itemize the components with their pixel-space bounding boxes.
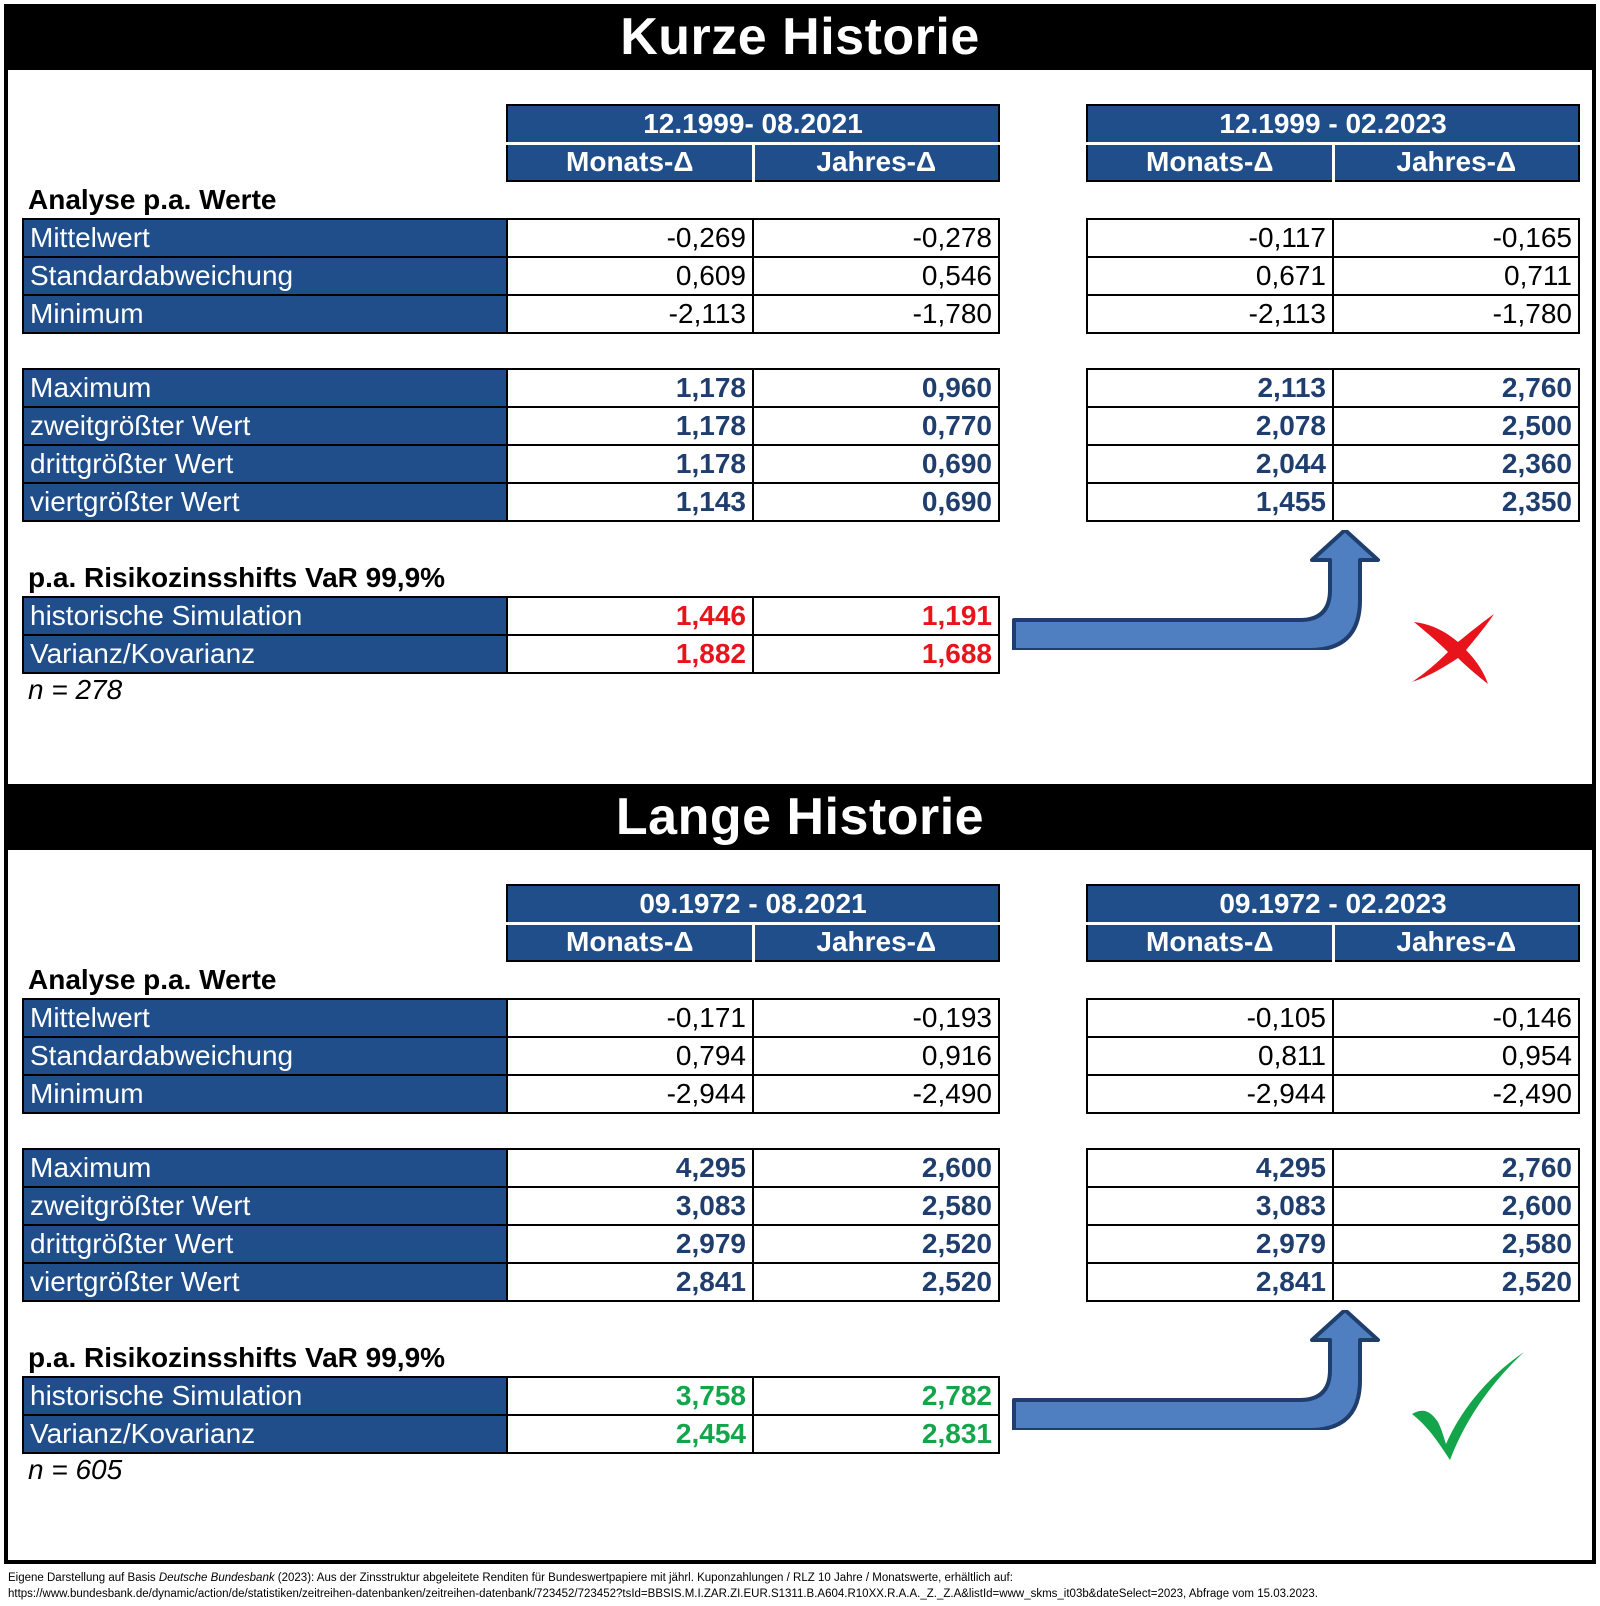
cross-icon xyxy=(1408,610,1496,686)
label-third: drittgrößter Wert xyxy=(23,1225,507,1263)
var-values xyxy=(506,596,1000,674)
section-title-lange-historie: Lange Historie xyxy=(4,784,1596,850)
label-standardabweichung: Standardabweichung xyxy=(23,257,507,295)
max-left-values xyxy=(506,368,1000,522)
value-cell: 0,811 xyxy=(1087,1037,1333,1075)
left-period-header xyxy=(506,884,1000,962)
max-right-values xyxy=(1086,368,1580,522)
footer-line-1 xyxy=(8,1570,1598,1586)
label-variance-covariance: Varianz/Kovarianz xyxy=(23,635,507,673)
right-period-title: 12.1999 - 02.2023 xyxy=(1087,105,1579,143)
bent-arrow-icon xyxy=(1010,530,1390,650)
label-minimum: Minimum xyxy=(23,295,507,333)
footer-prefix: Eigene Darstellung auf Basis xyxy=(8,1572,159,1584)
label-standardabweichung: Standardabweichung xyxy=(23,1037,507,1075)
footer-suffix: (2023): Aus der Zinsstruktur abgeleitete Renditen für Bundeswertpapiere mit jährl. Kuponzahlungen / RLZ 10 Jahre / Monatswerte, erhältlich auf: xyxy=(274,1572,1013,1584)
section-title-kurze-historie: Kurze Historie xyxy=(4,4,1596,70)
label-historical-simulation: historische Simulation xyxy=(23,597,507,635)
stats-labels xyxy=(22,998,508,1114)
max-labels xyxy=(22,368,508,522)
value-cell: 2,454 xyxy=(507,1415,753,1453)
value-cell: -2,490 xyxy=(753,1075,999,1113)
value-cell: 1,688 xyxy=(753,635,999,673)
var-heading: p.a. Risikozinsshifts VaR 99,9% xyxy=(28,1342,446,1373)
stats-left-values xyxy=(506,998,1000,1114)
value-cell: 0,546 xyxy=(753,257,999,295)
value-cell: 0,711 xyxy=(1333,257,1579,295)
value-cell: 1,178 xyxy=(507,407,753,445)
value-cell: 4,295 xyxy=(507,1149,753,1187)
var-labels xyxy=(22,596,508,674)
value-cell: 0,690 xyxy=(753,445,999,483)
value-cell: 2,500 xyxy=(1333,407,1579,445)
value-cell: 3,083 xyxy=(1087,1187,1333,1225)
value-cell: 0,960 xyxy=(753,369,999,407)
value-cell: -0,117 xyxy=(1087,219,1333,257)
value-cell: -0,278 xyxy=(753,219,999,257)
value-cell: 2,782 xyxy=(753,1377,999,1415)
col-monthly: Monats-Δ xyxy=(1087,143,1333,181)
value-cell: 2,600 xyxy=(753,1149,999,1187)
value-cell: 2,044 xyxy=(1087,445,1333,483)
value-cell: 2,831 xyxy=(753,1415,999,1453)
value-cell: 1,191 xyxy=(753,597,999,635)
value-cell: 2,360 xyxy=(1333,445,1579,483)
value-cell: -1,780 xyxy=(753,295,999,333)
stats-right-values xyxy=(1086,998,1580,1114)
value-cell: 1,178 xyxy=(507,369,753,407)
value-cell: 0,954 xyxy=(1333,1037,1579,1075)
value-cell: 3,083 xyxy=(507,1187,753,1225)
label-maximum: Maximum xyxy=(23,1149,507,1187)
value-cell: 0,609 xyxy=(507,257,753,295)
var-heading: p.a. Risikozinsshifts VaR 99,9% xyxy=(28,562,446,593)
footer-line-2: https://www.bundesbank.de/dynamic/action/de/statistiken/zeitreihen-datenbanken/zeitreihen-datenbank/723452/723452?tsId=BBSIS.M.I.ZAR.ZI.EUR.S1311.B.A604.R10XX.R.A.A._Z._Z.A&listId=www_skms_it03b&dateSelect=2023, Abfrage vom 15.03.2023. xyxy=(8,1588,1318,1600)
var-values xyxy=(506,1376,1000,1454)
stats-left-values xyxy=(506,218,1000,334)
value-cell: 2,520 xyxy=(753,1225,999,1263)
value-cell: 2,760 xyxy=(1333,369,1579,407)
label-third: drittgrößter Wert xyxy=(23,445,507,483)
bent-arrow-icon xyxy=(1010,1310,1390,1430)
label-mittelwert: Mittelwert xyxy=(23,999,507,1037)
value-cell: -0,193 xyxy=(753,999,999,1037)
value-cell: 1,446 xyxy=(507,597,753,635)
value-cell: 4,295 xyxy=(1087,1149,1333,1187)
source-footer xyxy=(8,1570,1598,1602)
value-cell: 2,760 xyxy=(1333,1149,1579,1187)
check-icon xyxy=(1408,1352,1528,1462)
value-cell: 2,580 xyxy=(1333,1225,1579,1263)
value-cell: 2,979 xyxy=(507,1225,753,1263)
value-cell: 2,113 xyxy=(1087,369,1333,407)
value-cell: 1,178 xyxy=(507,445,753,483)
stats-right-values xyxy=(1086,218,1580,334)
stats-labels xyxy=(22,218,508,334)
var-labels xyxy=(22,1376,508,1454)
col-monthly: Monats-Δ xyxy=(507,923,753,961)
value-cell: 2,580 xyxy=(753,1187,999,1225)
max-left-values xyxy=(506,1148,1000,1302)
left-period-title: 12.1999- 08.2021 xyxy=(507,105,999,143)
value-cell: 0,671 xyxy=(1087,257,1333,295)
value-cell: 1,143 xyxy=(507,483,753,521)
label-fourth: viertgrößter Wert xyxy=(23,1263,507,1301)
col-monthly: Monats-Δ xyxy=(507,143,753,181)
value-cell: -1,780 xyxy=(1333,295,1579,333)
value-cell: -0,171 xyxy=(507,999,753,1037)
label-historical-simulation: historische Simulation xyxy=(23,1377,507,1415)
value-cell: 2,600 xyxy=(1333,1187,1579,1225)
value-cell: 2,350 xyxy=(1333,483,1579,521)
col-yearly: Jahres-Δ xyxy=(753,143,999,181)
value-cell: -2,113 xyxy=(507,295,753,333)
analysis-heading: Analyse p.a. Werte xyxy=(28,964,277,995)
value-cell: 0,690 xyxy=(753,483,999,521)
left-period-title: 09.1972 - 08.2021 xyxy=(507,885,999,923)
max-right-values xyxy=(1086,1148,1580,1302)
right-period-title: 09.1972 - 02.2023 xyxy=(1087,885,1579,923)
value-cell: 2,520 xyxy=(753,1263,999,1301)
value-cell: 2,979 xyxy=(1087,1225,1333,1263)
value-cell: 2,078 xyxy=(1087,407,1333,445)
col-monthly: Monats-Δ xyxy=(1087,923,1333,961)
value-cell: -2,113 xyxy=(1087,295,1333,333)
right-period-header xyxy=(1086,884,1580,962)
value-cell: 3,758 xyxy=(507,1377,753,1415)
label-second: zweitgrößter Wert xyxy=(23,1187,507,1225)
value-cell: -0,165 xyxy=(1333,219,1579,257)
col-yearly: Jahres-Δ xyxy=(753,923,999,961)
value-cell: -0,105 xyxy=(1087,999,1333,1037)
label-maximum: Maximum xyxy=(23,369,507,407)
value-cell: 0,770 xyxy=(753,407,999,445)
label-minimum: Minimum xyxy=(23,1075,507,1113)
label-variance-covariance: Varianz/Kovarianz xyxy=(23,1415,507,1453)
value-cell: -2,490 xyxy=(1333,1075,1579,1113)
n-count: n = 278 xyxy=(28,674,123,705)
col-yearly: Jahres-Δ xyxy=(1333,923,1579,961)
footer-source: Deutsche Bundesbank xyxy=(158,1572,275,1584)
left-period-header xyxy=(506,104,1000,182)
value-cell: -0,269 xyxy=(507,219,753,257)
value-cell: 1,882 xyxy=(507,635,753,673)
value-cell: -0,146 xyxy=(1333,999,1579,1037)
value-cell: -2,944 xyxy=(1087,1075,1333,1113)
max-labels xyxy=(22,1148,508,1302)
col-yearly: Jahres-Δ xyxy=(1333,143,1579,181)
label-fourth: viertgrößter Wert xyxy=(23,483,507,521)
value-cell: 0,794 xyxy=(507,1037,753,1075)
value-cell: 1,455 xyxy=(1087,483,1333,521)
value-cell: 2,841 xyxy=(1087,1263,1333,1301)
n-count: n = 605 xyxy=(28,1454,123,1485)
analysis-heading: Analyse p.a. Werte xyxy=(28,184,277,215)
value-cell: 0,916 xyxy=(753,1037,999,1075)
value-cell: 2,520 xyxy=(1333,1263,1579,1301)
value-cell: -2,944 xyxy=(507,1075,753,1113)
right-period-header xyxy=(1086,104,1580,182)
label-mittelwert: Mittelwert xyxy=(23,219,507,257)
value-cell: 2,841 xyxy=(507,1263,753,1301)
label-second: zweitgrößter Wert xyxy=(23,407,507,445)
